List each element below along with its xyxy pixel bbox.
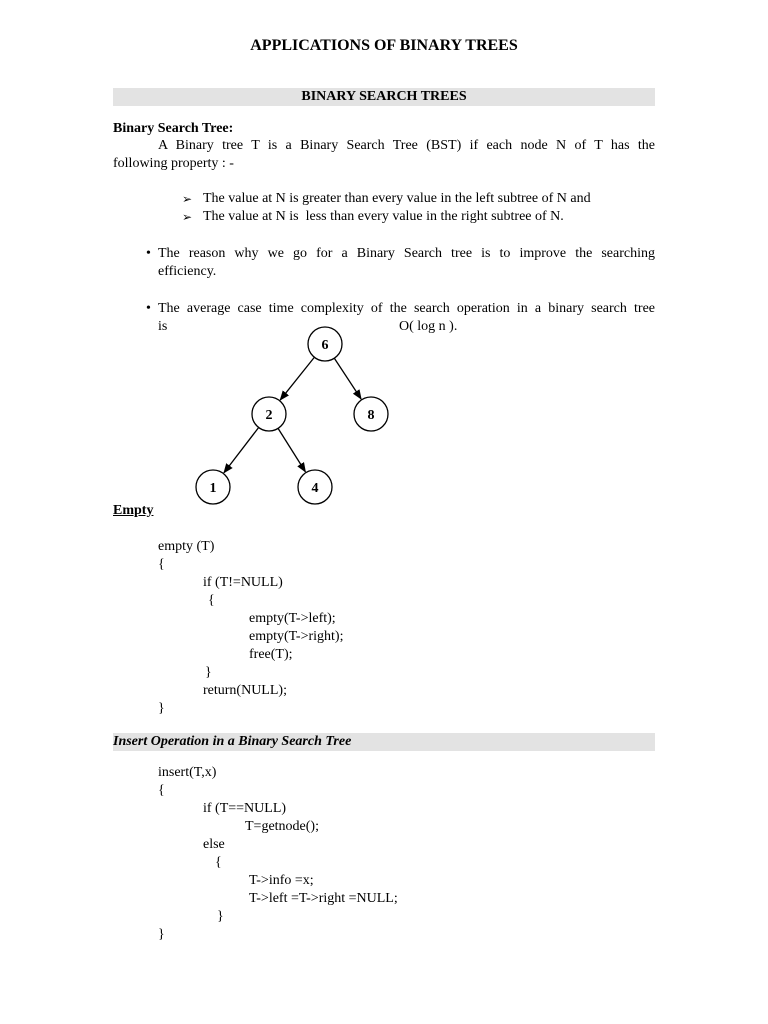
tree-node-label: 4 xyxy=(311,481,319,496)
bullet-dot-icon: • xyxy=(146,301,151,316)
code-line: } xyxy=(217,909,224,924)
code-line: { xyxy=(158,783,165,798)
definition-line-2: following property : - xyxy=(113,156,234,171)
empty-heading: Empty xyxy=(113,503,154,518)
property-item-2: The value at N is less than every value in the right subtree of N. xyxy=(203,209,564,224)
bullet-dot-icon: • xyxy=(146,246,151,261)
tree-node-label: 8 xyxy=(367,408,375,423)
code-line: { xyxy=(215,855,222,870)
arrow-bullet-icon: ➢ xyxy=(182,210,193,224)
bullet-2-complexity: O( log n ). xyxy=(399,319,458,334)
bullet-2-line-1: The average case time complexity of the search operation in a binary search tree xyxy=(158,301,655,316)
tree-edge-2-4 xyxy=(278,428,305,471)
code-line: empty (T) xyxy=(158,539,215,554)
bullet-2-is: is xyxy=(158,319,168,334)
bullet-1-line-2: efficiency. xyxy=(158,264,217,279)
tree-edge-6-2 xyxy=(280,357,314,400)
property-item-1: The value at N is greater than every value in the left subtree of N and xyxy=(203,191,591,206)
bullet-1-line-1: The reason why we go for a Binary Search tree is to improve the searching xyxy=(158,246,655,261)
code-line: T->info =x; xyxy=(249,873,314,888)
code-line: empty(T->right); xyxy=(249,629,344,644)
insert-heading: Insert Operation in a Binary Search Tree xyxy=(113,734,352,749)
code-line: return(NULL); xyxy=(203,683,287,698)
code-line: if (T!=NULL) xyxy=(203,575,283,590)
code-line: if (T==NULL) xyxy=(203,801,287,816)
code-line: } xyxy=(205,665,212,680)
code-line: } xyxy=(158,701,165,716)
code-line: T=getnode(); xyxy=(245,819,319,834)
tree-node-label: 1 xyxy=(209,481,217,496)
page-title: APPLICATIONS OF BINARY TREES xyxy=(250,37,518,54)
code-line: } xyxy=(158,927,165,942)
code-line: else xyxy=(203,837,225,852)
definition-label: Binary Search Tree: xyxy=(113,121,234,136)
code-line: empty(T->left); xyxy=(249,611,336,626)
insert-heading-band xyxy=(113,733,655,751)
code-line: insert(T,x) xyxy=(158,765,217,780)
code-line: { xyxy=(158,557,165,572)
definition-line-1: A Binary tree T is a Binary Search Tree (BST) if each node N of T has the xyxy=(158,138,655,153)
code-line: T->left =T->right =NULL; xyxy=(249,891,398,906)
tree-edge-6-8 xyxy=(334,358,361,399)
tree-node-label: 2 xyxy=(265,408,273,423)
code-line: { xyxy=(208,593,215,608)
tree-node-label: 6 xyxy=(321,338,329,353)
tree-edge-2-1 xyxy=(224,427,259,472)
arrow-bullet-icon: ➢ xyxy=(182,192,193,206)
section-heading-bst: BINARY SEARCH TREES xyxy=(113,88,655,106)
code-line: free(T); xyxy=(249,647,293,662)
